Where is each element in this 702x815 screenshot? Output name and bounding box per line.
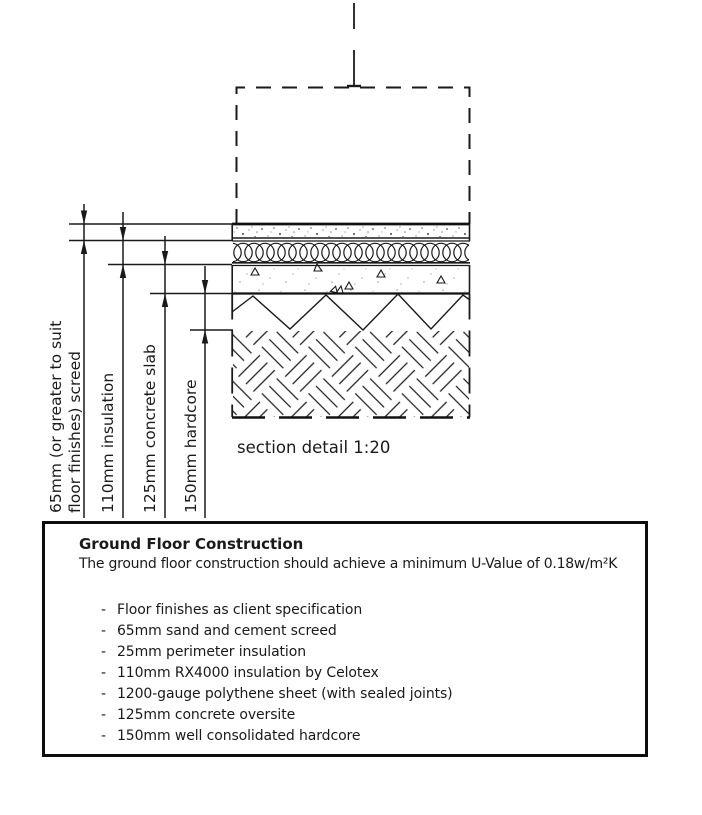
dim-label-hardcore: 150mm hardcore: [182, 379, 200, 513]
dim-label-screed-line2: floor finishes) screed: [66, 351, 84, 513]
spec-item-text: 125mm concrete oversite: [117, 707, 296, 723]
dimension-arrowheads: [81, 211, 208, 344]
bullet-dash: -: [101, 665, 106, 681]
bullet-dash: -: [101, 602, 106, 618]
hardcore-blinding-zigzag: [232, 294, 470, 330]
dim-label-slab: 125mm concrete slab: [141, 344, 159, 513]
dim-label-screed-line1: 65mm (or greater to suit: [47, 320, 65, 513]
spec-item: [101, 642, 645, 663]
spec-item-text: 25mm perimeter insulation: [117, 644, 306, 660]
concrete-slab-layer: [232, 264, 470, 294]
floor-layers: [232, 224, 470, 418]
screed-layer: [232, 224, 470, 241]
section-scale-label: section detail 1:20: [237, 438, 391, 457]
spec-item-text: 110mm RX4000 insulation by Celotex: [117, 665, 379, 681]
bullet-dash: -: [101, 707, 106, 723]
bullet-dash: -: [101, 644, 106, 660]
spec-item-text: 1200-gauge polythene sheet (with sealed joints): [117, 686, 453, 702]
bullet-dash: -: [101, 623, 106, 639]
spec-item: [101, 600, 645, 621]
spec-item-text: 65mm sand and cement screed: [117, 623, 337, 639]
spec-item: [101, 684, 645, 705]
spec-box: [42, 521, 648, 757]
extension-lines: [69, 224, 233, 330]
spec-item: [101, 621, 645, 642]
bullet-dash: -: [101, 728, 106, 744]
spec-title: Ground Floor Construction: [79, 535, 304, 553]
spec-item-text: Floor finishes as client specification: [117, 602, 363, 618]
spec-item: [101, 726, 645, 747]
wall-outline-dashed: [237, 88, 470, 225]
spec-item: [101, 705, 645, 726]
spec-list: [79, 600, 645, 747]
hardcore-layer: [232, 294, 470, 418]
dim-label-insulation: 110mm insulation: [99, 372, 117, 513]
insulation-layer: [232, 241, 470, 263]
wall-centerline: [347, 3, 361, 87]
spec-item-text: 150mm well consolidated hardcore: [117, 728, 361, 744]
spec-subtitle: The ground floor construction should achieve a minimum U-Value of 0.18w/m²K: [79, 556, 618, 572]
bullet-dash: -: [101, 686, 106, 702]
spec-item: [101, 663, 645, 684]
